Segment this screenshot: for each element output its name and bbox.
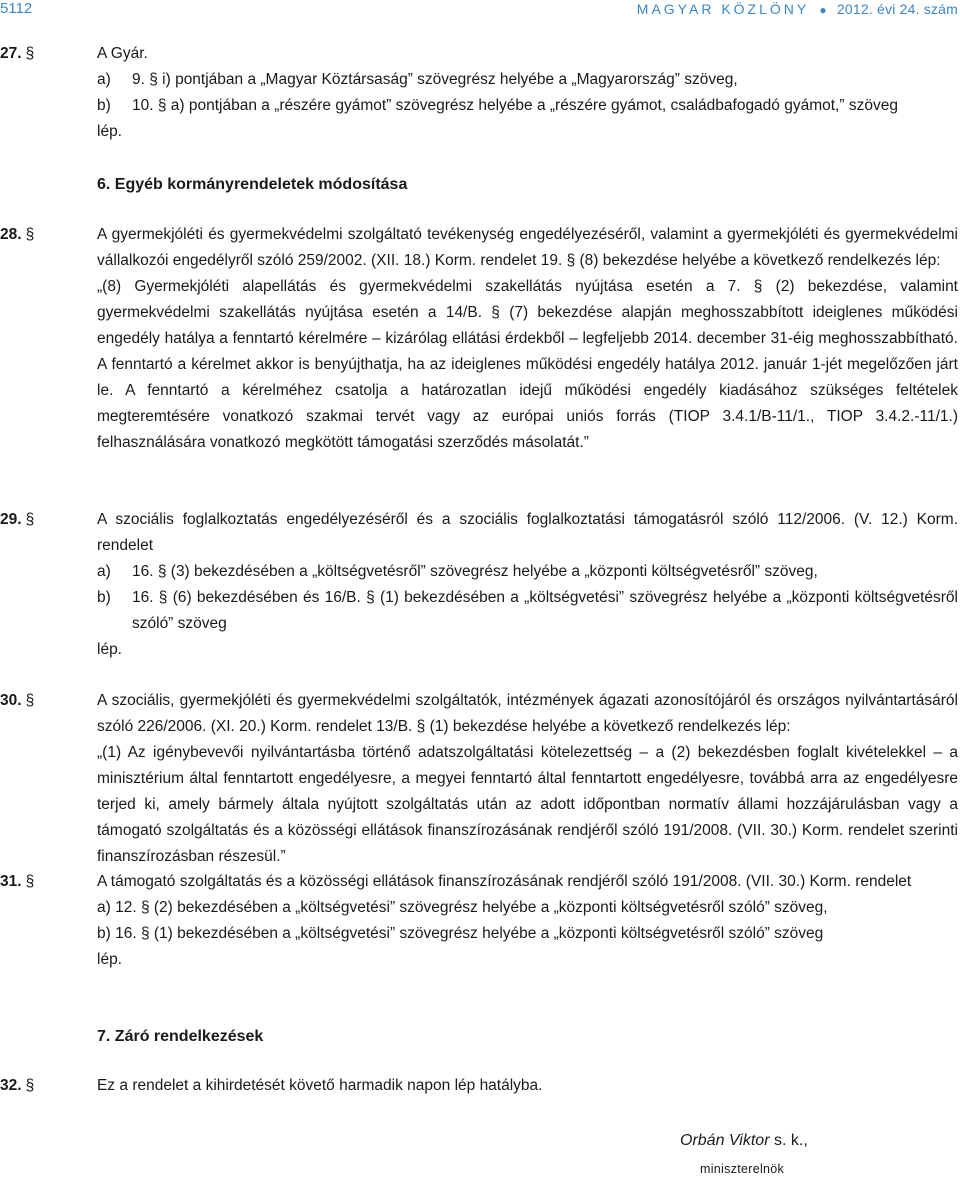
journal-issue-line — [637, 0, 958, 23]
section-sign: § — [25, 692, 35, 709]
list-text: 9. § i) pontjában a „Magyar Köztársaság” szövegrész helyébe a „Magyarország” szöveg, — [132, 71, 738, 88]
list-text: 10. § a) pontjában a „részére gyámot” szövegrész helyébe a „részére gyámot, családbafogadó gyámot,” szöveg — [132, 97, 898, 114]
section-text: A gyermekjóléti és gyermekvédelmi szolgáltató tevékenység engedélyezéséről, valamint a gyermekjóléti és gyermekvédelmi vállalkozói engedélyről szóló 259/2002. (XII. 18.) Korm. rendelet 19. § (8) bekezdése helyébe a következő rendelkezés lép: — [97, 226, 958, 269]
section-sign: § — [25, 873, 35, 890]
lep-text: lép. — [97, 951, 122, 968]
section-body — [97, 869, 958, 973]
section-number-label: 29. — [0, 511, 22, 528]
list-label: a) — [97, 563, 111, 580]
signatory-role: miniszterelnök — [700, 1162, 785, 1176]
list-item-a — [97, 67, 958, 93]
section-number — [0, 688, 90, 714]
section-text: A szociális, gyermekjóléti és gyermekvédelmi szolgáltatók, intézmények ágazati azonosítójáról és országos nyilvántartásáról szóló 226/2006. (XI. 20.) Korm. rendelet 13/B. § (1) bekezdése helyébe a következő rendelkezés lép: — [97, 692, 958, 735]
list-item-b — [97, 585, 958, 637]
section-number — [0, 222, 90, 248]
section-number-label: 28. — [0, 226, 22, 243]
section-text: Ez a rendelet a kihirdetését követő harmadik napon lép hatályba. — [97, 1077, 543, 1094]
section-29 — [0, 507, 960, 663]
section-body — [97, 1073, 958, 1099]
section-text: A szociális foglalkoztatás engedélyezéséről és a szociális foglalkoztatási támogatásról szóló 112/2006. (V. 12.) Korm. rendelet — [97, 511, 958, 554]
section-32 — [0, 1073, 960, 1099]
section-28 — [0, 222, 960, 456]
section-body — [97, 688, 958, 870]
section-number-label: 32. — [0, 1077, 22, 1094]
list-label: b) — [97, 97, 111, 114]
section-text: A támogató szolgáltatás és a közösségi ellátások finanszírozásának rendjéről szóló 191/2008. (VII. 30.) Korm. rendelet — [97, 873, 912, 890]
list-text: 16. § (3) bekezdésében a „költségvetésről” szövegrész helyébe a „központi költségvetésről” szöveg, — [132, 563, 818, 580]
page-number: 5112 — [0, 0, 33, 17]
section-27 — [0, 41, 960, 119]
section-body — [97, 41, 958, 119]
section-text: A Gyár. — [97, 45, 148, 62]
section-sign: § — [25, 226, 35, 243]
signature — [680, 1128, 808, 1154]
section-number — [0, 869, 90, 895]
section-sign: § — [25, 45, 35, 62]
section-sign: § — [25, 511, 35, 528]
issue-number: 2012. évi 24. szám — [836, 1, 958, 17]
list-item-a — [97, 559, 958, 585]
section-body — [97, 507, 958, 663]
section-number-label: 30. — [0, 692, 22, 709]
page-header — [0, 0, 960, 22]
list-item-a: a) 12. § (2) bekezdésében a „költségvetési” szövegrész helyébe a „központi költségvetésről szóló” szöveg, — [97, 899, 828, 916]
quoted-provision: „(8) Gyermekjóléti alapellátás és gyermekvédelmi szakellátás nyújtása esetén a 7. § (2) bekezdése, valamint gyermekvédelmi szakellátás nyújtása esetén a 14/B. § (7) bekezdése alapján meghosszabbított ideiglenes működési engedély hatálya a fenntartó kérelmére – kizárólag ellátási érdekből – legfeljebb 2014. december 31-éig meghosszabbítható. A fenntartó a kérelmet akkor is benyújthatja, ha az ideiglenes működési engedély hatálya 2012. január 1-jét megelőzően járt le. A fenntartó a kérelméhez csatolja a határozatlan idejű működési engedély kiadásához szükséges feltételek megteremtésére vonatkozó szakmai tervét vagy az európai uniós forrás (TIOP 3.4.1/B-11/1., TIOP 3.4.2.-11/1.) felhasználására vonatkozó megkötött támogatási szerződés másolatát.” — [97, 278, 958, 451]
section-number-label: 27. — [0, 45, 22, 62]
signature-suffix: s. k., — [769, 1132, 808, 1149]
section-number-label: 31. — [0, 873, 22, 890]
section-body — [97, 222, 958, 456]
lep-text: lép. — [97, 641, 122, 658]
journal-name: MAGYAR KÖZLÖNY — [636, 1, 810, 17]
list-item-b — [97, 93, 958, 119]
bullet-separator: ● — [819, 3, 827, 17]
section-number — [0, 1073, 90, 1099]
signatory-name: Orbán Viktor — [680, 1132, 770, 1149]
list-item-b: b) 16. § (1) bekezdésében a „költségvetési” szövegrész helyébe a „központi költségvetésről szóló” szöveg — [97, 925, 824, 942]
section-heading-6: 6. Egyéb kormányrendeletek módosítása — [97, 176, 408, 193]
section-30 — [0, 688, 960, 870]
section-heading-7: 7. Záró rendelkezések — [97, 1028, 264, 1045]
section-sign: § — [25, 1077, 35, 1094]
section-31 — [0, 869, 960, 973]
section-number — [0, 507, 90, 533]
list-label: a) — [97, 71, 111, 88]
quoted-provision: „(1) Az igénybevevői nyilvántartásba történő adatszolgáltatási kötelezettség – a (2) bekezdésben foglalt kivételekkel – a minisztérium által fenntartott engedélyesre, a megyei fenntartó által fenntartott engedélyesre, továbbá arra az engedélyesre terjed ki, amely bármely általa nyújtott szolgáltatás után az adott időpontban normatív állami hozzájárulásban vagy a támogató szolgáltatás és a közösségi ellátások finanszírozásának rendjéről szóló 191/2008. (VII. 30.) Korm. rendelet szerinti finanszírozásban részesül.” — [97, 744, 958, 865]
section-number — [0, 41, 90, 67]
list-text: 16. § (6) bekezdésében és 16/B. § (1) bekezdésében a „költségvetési” szövegrész helyébe a „központi költségvetésről szóló” szöveg — [132, 589, 958, 632]
lep-text: lép. — [97, 123, 122, 140]
list-label: b) — [97, 589, 111, 606]
